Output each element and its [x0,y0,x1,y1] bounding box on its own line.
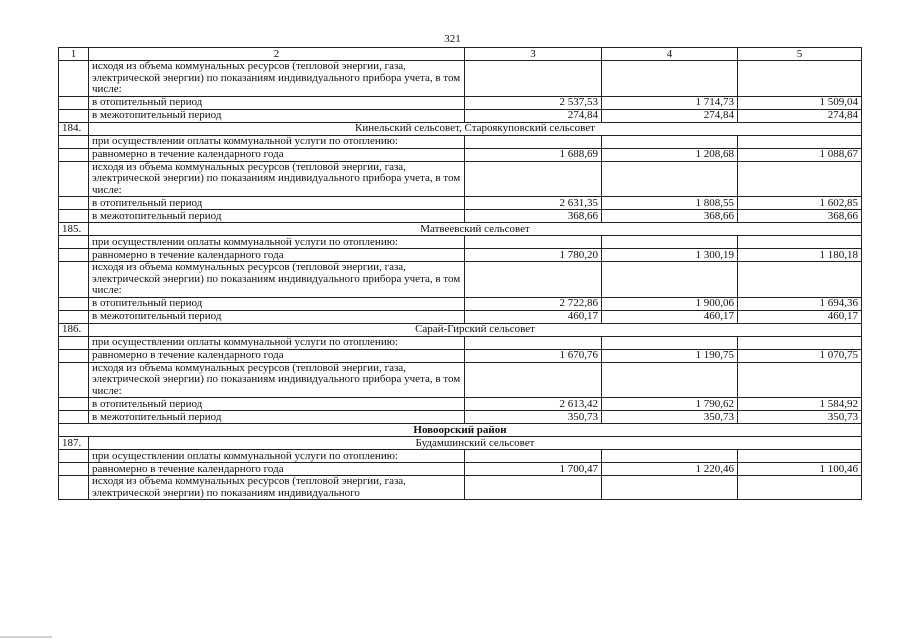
value-col-5 [738,135,862,148]
table-row [59,148,862,161]
row-description: в отопительный период [89,197,465,210]
value-col-5 [738,362,862,398]
column-header: 2 [89,48,465,61]
table-row [59,450,862,463]
row-description: в отопительный период [89,297,465,310]
row-description: исходя из объема коммунальных ресурсов (тепловой энергии, газа, электрической энергии) по показаниям индивидуального прибора учета, в том числе: [89,61,465,97]
row-index [59,336,89,349]
row-description: в отопительный период [89,96,465,109]
row-index [59,197,89,210]
value-col-4: 274,84 [602,109,738,122]
value-col-4 [602,336,738,349]
value-col-3 [465,236,602,249]
value-col-3: 460,17 [465,310,602,323]
row-description: в межотопительный период [89,109,465,122]
value-col-3: 2 722,86 [465,297,602,310]
row-index [59,249,89,262]
value-col-4 [602,236,738,249]
value-col-4 [602,262,738,298]
value-col-3: 368,66 [465,210,602,223]
table-row [59,297,862,310]
row-description: равномерно в течение календарного года [89,249,465,262]
value-col-3: 1 670,76 [465,349,602,362]
settlement-name: Сарай-Гирский сельсовет [89,323,862,336]
settlement-section-row [59,223,862,236]
value-col-5 [738,450,862,463]
value-col-3 [465,450,602,463]
table-row [59,236,862,249]
row-description: при осуществлении оплаты коммунальной услуги по отоплению: [89,450,465,463]
row-description: в межотопительный период [89,310,465,323]
value-col-3 [465,476,602,500]
row-index [59,109,89,122]
column-header: 1 [59,48,89,61]
row-description: в межотопительный период [89,411,465,424]
row-description: в межотопительный период [89,210,465,223]
value-col-4 [602,161,738,197]
table-row [59,398,862,411]
tariff-table-body [59,48,862,500]
row-description: исходя из объема коммунальных ресурсов (тепловой энергии, газа, электрической энергии) по показаниям индивидуального прибора учета, в том числе: [89,161,465,197]
value-col-3: 1 688,69 [465,148,602,161]
value-col-4: 1 300,19 [602,249,738,262]
table-row [59,310,862,323]
table-row [59,96,862,109]
value-col-3: 2 613,42 [465,398,602,411]
value-col-3: 2 631,35 [465,197,602,210]
row-description: при осуществлении оплаты коммунальной услуги по отоплению: [89,336,465,349]
value-col-5: 1 070,75 [738,349,862,362]
settlement-section-row [59,437,862,450]
row-index [59,310,89,323]
table-row [59,197,862,210]
value-col-3 [465,336,602,349]
value-col-5: 1 100,46 [738,463,862,476]
row-description: при осуществлении оплаты коммунальной услуги по отоплению: [89,236,465,249]
section-index: 185. [59,223,89,236]
row-index [59,135,89,148]
row-index [59,450,89,463]
value-col-4: 1 900,06 [602,297,738,310]
value-col-3: 1 700,47 [465,463,602,476]
row-index [59,161,89,197]
row-index [59,210,89,223]
value-col-3 [465,161,602,197]
section-index: 184. [59,122,89,135]
value-col-5: 1 694,36 [738,297,862,310]
row-index [59,476,89,500]
table-row [59,362,862,398]
section-index: 186. [59,323,89,336]
table-row [59,336,862,349]
value-col-5: 368,66 [738,210,862,223]
row-index [59,463,89,476]
section-index: 187. [59,437,89,450]
table-row [59,161,862,197]
table-row [59,249,862,262]
row-index [59,398,89,411]
row-index [59,297,89,310]
table-row [59,411,862,424]
value-col-5: 460,17 [738,310,862,323]
row-index [59,236,89,249]
value-col-4: 1 208,68 [602,148,738,161]
value-col-3 [465,262,602,298]
value-col-3: 2 537,53 [465,96,602,109]
value-col-5: 1 584,92 [738,398,862,411]
value-col-4: 350,73 [602,411,738,424]
row-description: в отопительный период [89,398,465,411]
settlement-section-row [59,122,862,135]
value-col-5: 1 602,85 [738,197,862,210]
row-index [59,362,89,398]
value-col-3 [465,362,602,398]
row-index [59,148,89,161]
row-index [59,96,89,109]
row-index [59,61,89,97]
value-col-4: 1 808,55 [602,197,738,210]
value-col-4: 368,66 [602,210,738,223]
row-index [59,349,89,362]
table-row [59,476,862,500]
row-description: равномерно в течение календарного года [89,148,465,161]
value-col-5: 1 088,67 [738,148,862,161]
row-description: при осуществлении оплаты коммунальной услуги по отоплению: [89,135,465,148]
row-description: исходя из объема коммунальных ресурсов (тепловой энергии, газа, электрической энергии) по показаниям индивидуального прибора учета, в том числе: [89,362,465,398]
table-row [59,135,862,148]
district-row [59,424,862,437]
scan-edge-mark [0,636,52,638]
value-col-5: 274,84 [738,109,862,122]
row-description: исходя из объема коммунальных ресурсов (тепловой энергии, газа, электрической энергии) по показаниям индивидуального [89,476,465,500]
value-col-4 [602,135,738,148]
value-col-5: 350,73 [738,411,862,424]
value-col-4 [602,450,738,463]
value-col-4: 1 714,73 [602,96,738,109]
value-col-4: 1 790,62 [602,398,738,411]
value-col-5: 1 509,04 [738,96,862,109]
value-col-3: 1 780,20 [465,249,602,262]
value-col-5 [738,262,862,298]
column-number-row [59,48,862,61]
table-row [59,210,862,223]
value-col-4: 1 190,75 [602,349,738,362]
value-col-5 [738,61,862,97]
column-header: 5 [738,48,862,61]
value-col-3: 274,84 [465,109,602,122]
value-col-5 [738,336,862,349]
row-description: равномерно в течение календарного года [89,349,465,362]
value-col-4 [602,476,738,500]
row-index [59,262,89,298]
value-col-5: 1 180,18 [738,249,862,262]
tariff-table [58,47,862,500]
value-col-4 [602,362,738,398]
row-index [59,411,89,424]
value-col-3 [465,61,602,97]
table-row [59,262,862,298]
value-col-4: 1 220,46 [602,463,738,476]
district-name: Новоорский район [59,424,862,437]
settlement-name: Кинельский сельсовет, Староякуповский сельсовет [89,122,862,135]
value-col-3 [465,135,602,148]
row-description: равномерно в течение календарного года [89,463,465,476]
table-row [59,349,862,362]
settlement-name: Матвеевский сельсовет [89,223,862,236]
settlement-section-row [59,323,862,336]
page-number: 321 [444,33,461,45]
settlement-name: Будамшинский сельсовет [89,437,862,450]
table-row [59,109,862,122]
value-col-4 [602,61,738,97]
column-header: 3 [465,48,602,61]
table-row [59,61,862,97]
column-header: 4 [602,48,738,61]
value-col-5 [738,236,862,249]
row-description: исходя из объема коммунальных ресурсов (тепловой энергии, газа, электрической энергии) по показаниям индивидуального прибора учета, в том числе: [89,262,465,298]
value-col-4: 460,17 [602,310,738,323]
value-col-5 [738,161,862,197]
table-row [59,463,862,476]
value-col-5 [738,476,862,500]
value-col-3: 350,73 [465,411,602,424]
